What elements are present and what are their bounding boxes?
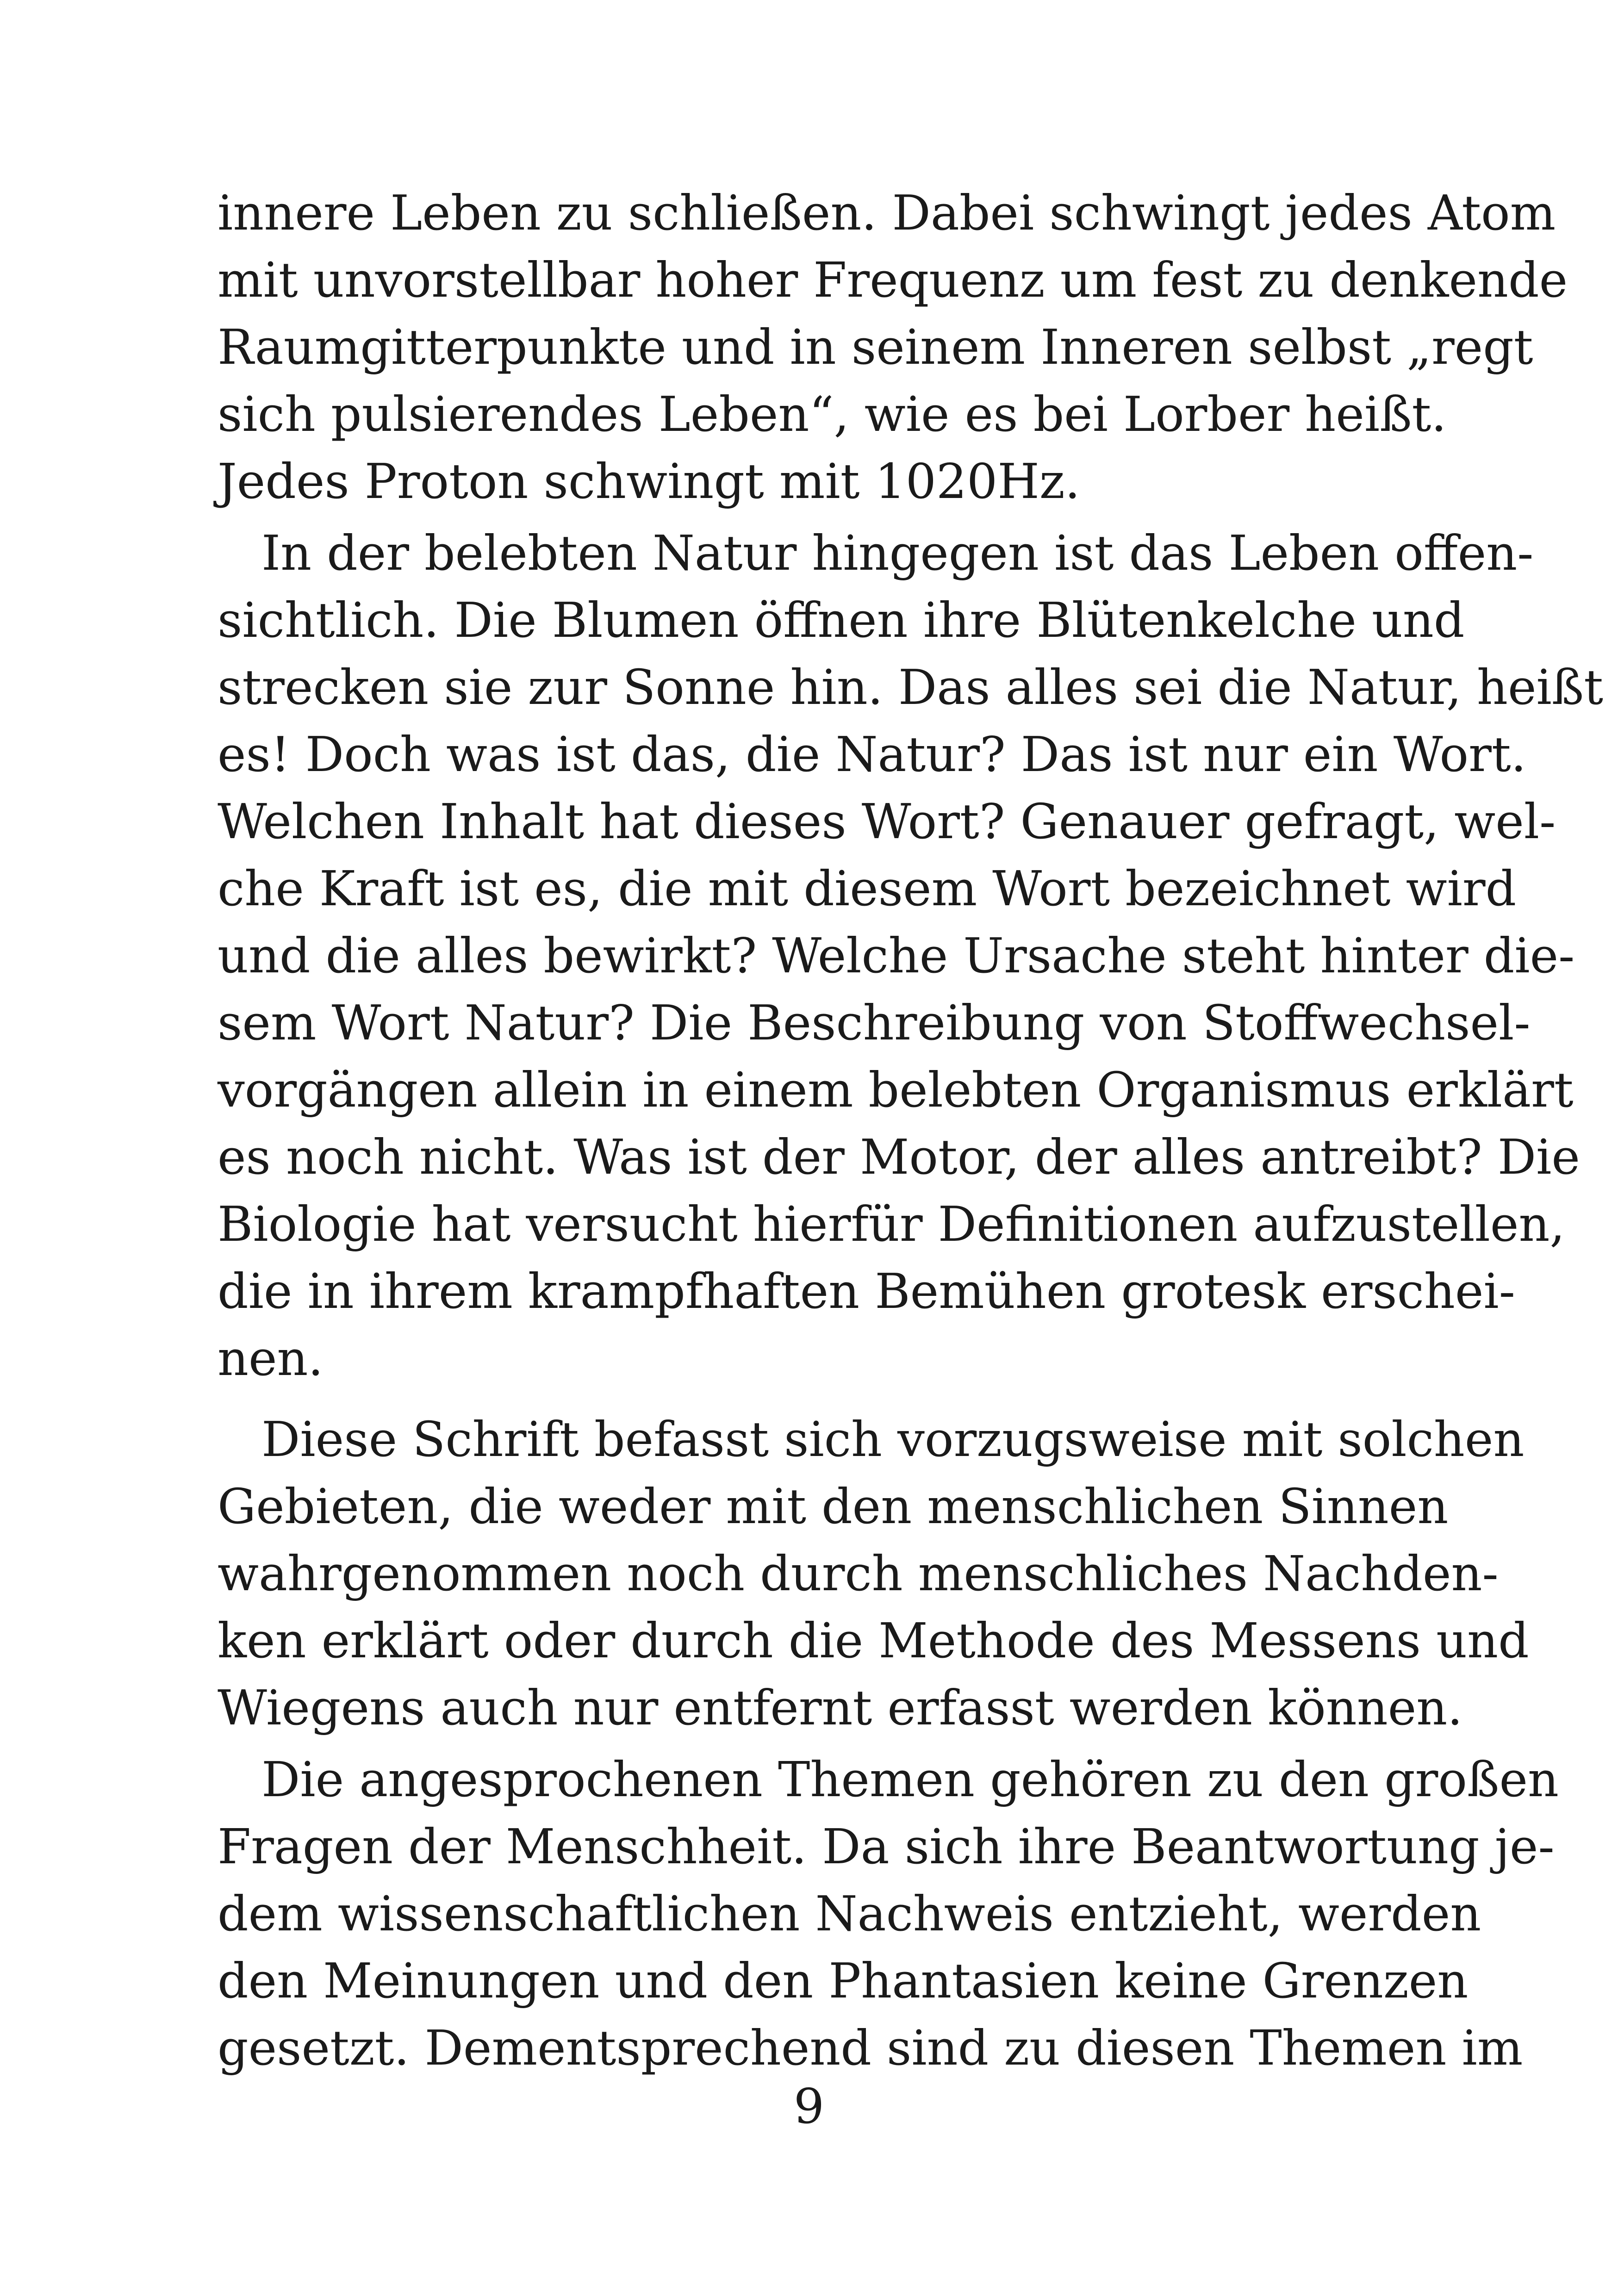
- text-line: und die alles bewirkt? Welche Ursache steht hinter die-: [218, 927, 1575, 984]
- text-line: innere Leben zu schließen. Dabei schwingt jedes Atom: [218, 185, 1556, 241]
- text-line: Die angesprochenen Themen gehören zu den großen: [261, 1751, 1559, 1808]
- text-line: sem Wort Natur? Die Beschreibung von Stoffwechsel-: [218, 995, 1531, 1051]
- text-line: Wiegens auch nur entfernt erfasst werden können.: [218, 1680, 1463, 1736]
- paragraph-1: [218, 180, 1568, 448]
- text-line: In der belebten Natur hingegen ist das Leben offen-: [261, 525, 1534, 581]
- text-line: dem wissenschaftlichen Nachweis entzieht, werden: [218, 1885, 1481, 1942]
- paragraph-3: [218, 520, 1604, 1392]
- text-line: den Meinungen und den Phantasien keine Grenzen: [218, 1953, 1469, 2009]
- text-line: gesetzt. Dementsprechend sind zu diesen Themen im: [218, 2020, 1523, 2076]
- text-line: Biologie hat versucht hierfür Definitionen aufzustellen,: [218, 1196, 1565, 1252]
- text-line: nen.: [218, 1330, 324, 1387]
- text-line: vorgängen allein in einem belebten Organismus erklärt: [218, 1062, 1574, 1118]
- page-number: 9: [793, 2078, 825, 2134]
- text-line: che Kraft ist es, die mit diesem Wort bezeichnet wird: [218, 860, 1517, 917]
- text-line: es noch nicht. Was ist der Motor, der alles antreibt? Die: [218, 1129, 1580, 1185]
- text-line: strecken sie zur Sonne hin. Das alles sei die Natur, heißt: [218, 659, 1604, 716]
- text-line: ken erklärt oder durch die Methode des Messens und: [218, 1612, 1529, 1669]
- page-body: [218, 180, 1604, 2082]
- text-line: wahrgenommen noch durch menschliches Nachden-: [218, 1545, 1499, 1602]
- text-line: es! Doch was ist das, die Natur? Das ist nur ein Wort.: [218, 726, 1526, 783]
- text-line: mit unvorstellbar hoher Frequenz um fest zu denkende: [218, 252, 1568, 308]
- text-line: sichtlich. Die Blumen öffnen ihre Blütenkelche und: [218, 592, 1465, 648]
- text-line: die in ihrem krampfhaften Bemühen grotesk erschei-: [218, 1263, 1515, 1319]
- text-line: Gebieten, die weder mit den menschlichen Sinnen: [218, 1478, 1449, 1535]
- paragraph-4: [218, 1406, 1529, 1742]
- text-line: Welchen Inhalt hat dieses Wort? Genauer gefragt, wel-: [218, 793, 1556, 850]
- text-line: Jedes Proton schwingt mit 1020Hz.: [218, 453, 1080, 510]
- paragraph-2: [218, 448, 1412, 515]
- paragraph-5: [218, 1746, 1559, 2082]
- text-line: Raumgitterpunkte und in seinem Inneren selbst „regt: [218, 319, 1533, 375]
- text-line: Fragen der Menschheit. Da sich ihre Beantwortung je-: [218, 1818, 1555, 1875]
- text-line: Diese Schrift befasst sich vorzugsweise mit solchen: [261, 1411, 1525, 1468]
- text-line: sich pulsierendes Leben“, wie es bei Lorber heißt.: [218, 386, 1447, 442]
